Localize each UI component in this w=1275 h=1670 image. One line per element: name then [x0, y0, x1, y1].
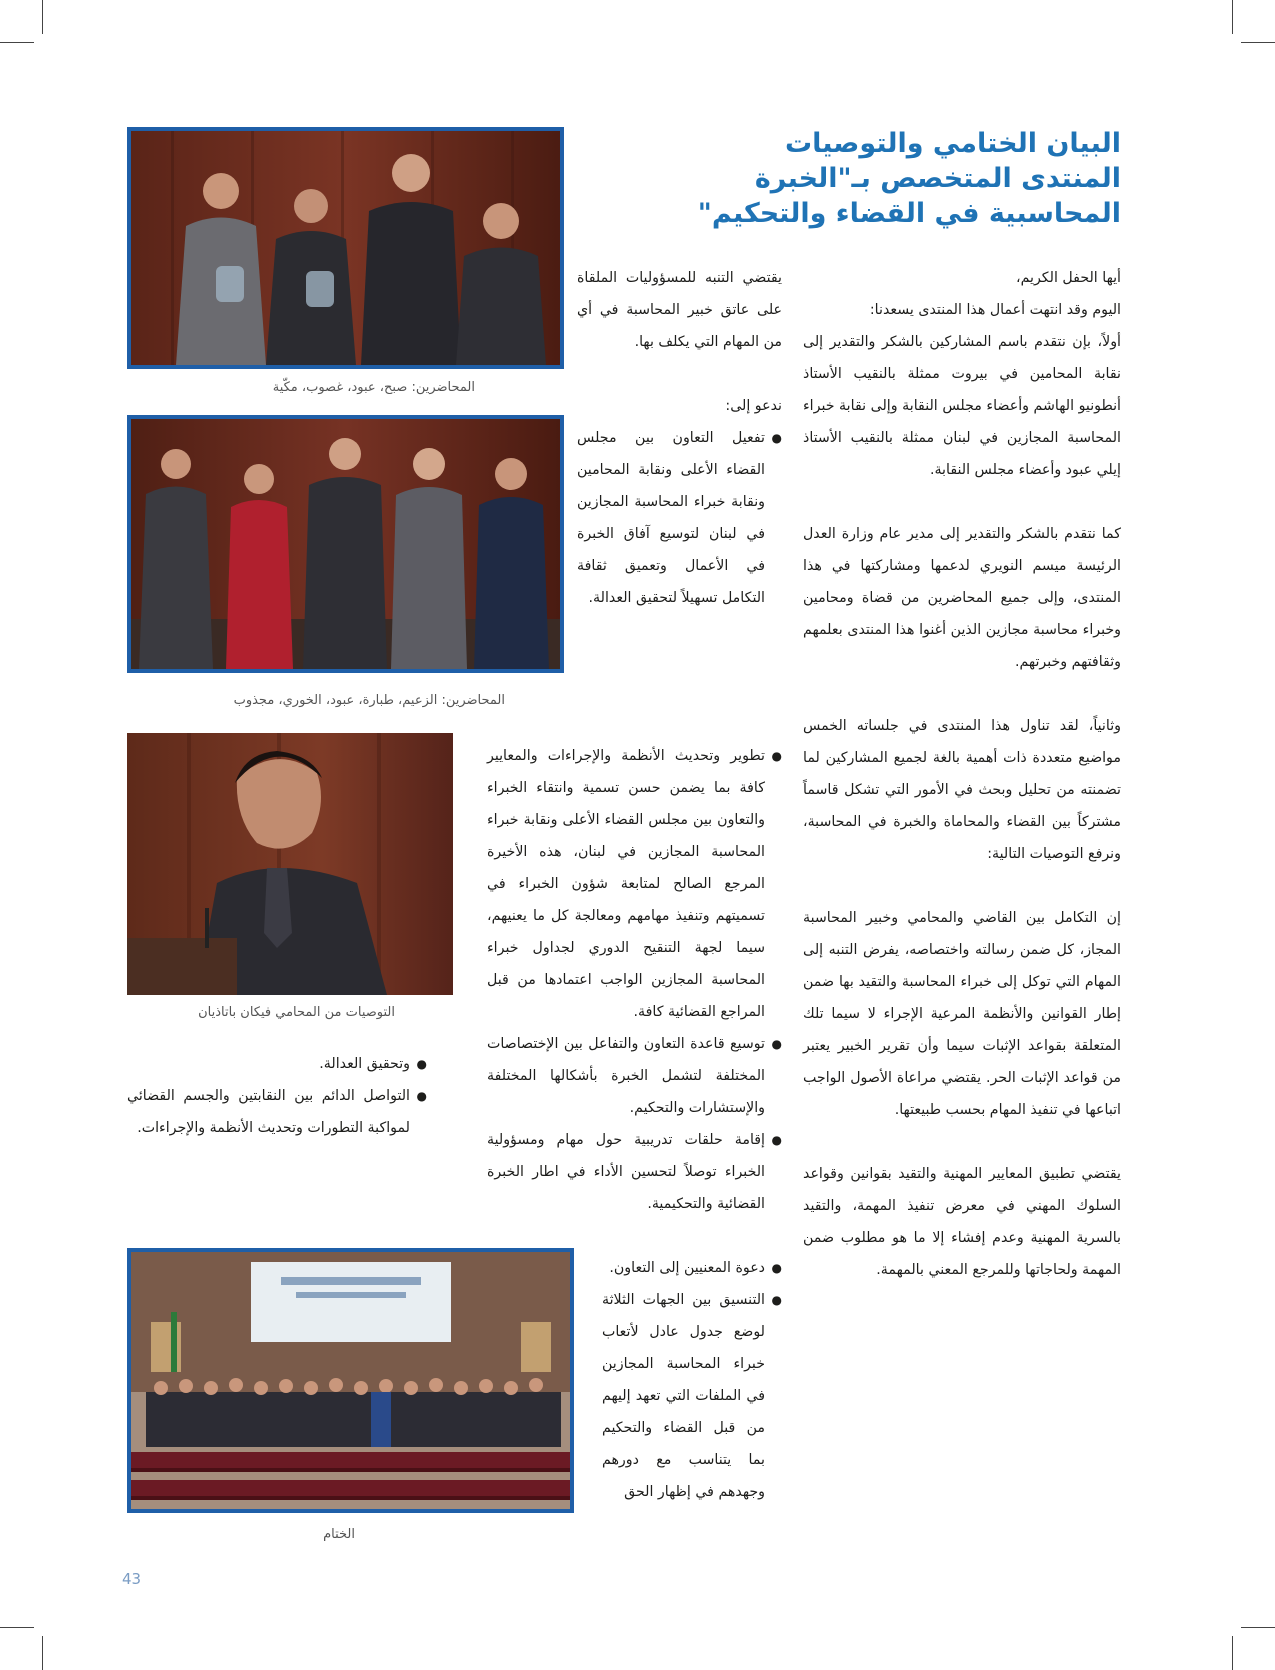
photo-speakers-five [127, 415, 564, 673]
photo-speakers-four [127, 127, 564, 369]
crop-mark [1232, 1636, 1233, 1670]
crop-mark [1241, 1627, 1275, 1628]
list-item: ● تطوير وتحديث الأنظمة والإجراءات والمعايير كافة بما يضمن حسن تسمية وانتقاء الخبراء والتعاون بين مجلس القضاء الأعلى ونقابة خبراء المحاسبة المجازين في لبنان، هذه الأخيرة المرجع الصالح لمتابعة شؤون الخبراء في تسميتهم وتنفيذ مهامهم ومعالجة كل ما يعنيهم، سيما لجهة التنقيح الدوري لجداول خبراء المحاسبة المجازين الواجب اعتمادها من قبل المراجع القضائية كافة. [487, 740, 782, 1028]
speakers-photo-image [131, 419, 560, 669]
group-photo-image [131, 1252, 570, 1509]
crop-mark [0, 1627, 34, 1628]
speakers-photo-image [131, 131, 560, 365]
list-item: ● إقامة حلقات تدريبية حول مهام ومسؤولية الخبراء توصلاً لتحسين الأداء في اطار الخبرة القضائية والتحكيمية. [487, 1124, 782, 1220]
middle-column-top [577, 262, 782, 614]
bullet-list [602, 1252, 782, 1508]
crop-mark [42, 1636, 43, 1670]
list-item: ● دعوة المعنيين إلى التعاون. [602, 1252, 782, 1284]
photo-caption: التوصيات من المحامي فيكان باتاذيان [198, 1005, 395, 1020]
middle-column-bottom [602, 1252, 782, 1508]
paragraph: وثانياً، لقد تناول هذا المنتدى في جلساته الخمس مواضيع متعددة ذات أهمية بالغة لجميع المشاركين لما تضمنته من تحليل وبحث في الأمور التي تشكل قاسماً مشتركاً بين القضاء والمحاماة والخبرة في المحاسبة، ونرفع التوصيات التالية: [803, 718, 1121, 862]
bullet-list [487, 740, 782, 1220]
list-item: ● التنسيق بين الجهات الثلاثة لوضع جدول عادل لأتعاب خبراء المحاسبة المجازين في الملفات التي تعهد إليهم من قبل القضاء والتحكيم بما يتناسب مع دورهم وجهدهم في إظهار الحق [602, 1284, 782, 1508]
list-item: ● تفعيل التعاون بين مجلس القضاء الأعلى ونقابة المحامين ونقابة خبراء المحاسبة المجازين في لبنان لتوسيع آفاق الخبرة في الأعمال وتعميق ثقافة التكامل تسهيلاً لتحقيق العدالة. [577, 422, 782, 614]
call-heading: ندعو إلى: [725, 398, 782, 414]
photo-speaker-podium [127, 733, 453, 995]
photo-caption: المحاضرين: الزعيم، طبارة، عبود، الخوري، مجذوب [233, 693, 505, 708]
photo-caption: المحاضرين: صبح، عبود، غصوب، مكّية [272, 380, 475, 395]
title-line: البيان الختامي والتوصيات [785, 128, 1121, 159]
paragraph: أولاً، بإن نتقدم باسم المشاركين بالشكر والتقدير إلى نقابة المحامين في بيروت ممثلة بالنقيب الأستاذ أنطونيو الهاشم وأعضاء مجلس النقابة وإلى نقابة خبراء المحاسبة المجازين في لبنان ممثلة بالنقيب الأستاذ إيلي عبود وأعضاء مجلس النقابة. [803, 334, 1121, 478]
speaker-photo-image [127, 733, 453, 995]
title-line: المنتدى المتخصص بـ"الخبرة [754, 163, 1121, 194]
list-item: ● وتحقيق العدالة. [127, 1048, 427, 1080]
right-column [803, 262, 1121, 1286]
crop-mark [1241, 42, 1275, 43]
left-column [127, 1048, 427, 1144]
list-item: ● التواصل الدائم بين النقابتين والجسم القضائي لمواكبة التطورات وتحديث الأنظمة والإجراءات. [127, 1080, 427, 1144]
photo-caption: الختام [323, 1527, 355, 1542]
article-title [601, 126, 1121, 231]
crop-mark [0, 42, 34, 43]
paragraph: اليوم وقد انتهت أعمال هذا المنتدى يسعدنا: [869, 302, 1121, 318]
paragraph: أيها الحفل الكريم، [1015, 270, 1121, 286]
crop-mark [42, 0, 43, 34]
photo-closing-group [127, 1248, 574, 1513]
title-line: المحاسبية في القضاء والتحكيم" [697, 198, 1121, 229]
paragraph: إن التكامل بين القاضي والمحامي وخبير المحاسبة المجاز، كل ضمن رسالته واختصاصه، يفرض التنبه إلى المهام التي توكل إلى خبراء المحاسبة والتقيد بها ضمن إطار القوانين والأنظمة المرعية الإجراء لا سيما تلك المتعلقة بقواعد الإثبات سيما وأن تقرير الخبير يعتبر من قواعد الإثبات الحر. يقتضي مراعاة الأصول الواجب اتباعها في تنفيذ المهام بحسب طبيعتها. [803, 910, 1121, 1118]
bullet-list [127, 1048, 427, 1144]
paragraph: كما نتقدم بالشكر والتقدير إلى مدير عام وزارة العدل الرئيسة ميسم النويري لدعمها ومشاركتها في هذا المنتدى، وإلى جميع المحاضرين من قضاة ومحامين وخبراء محاسبة مجازين الذين أغنوا هذا المنتدى بعلمهم وثقافتهم وخبرتهم. [803, 526, 1121, 670]
paragraph: يقتضي التنبه للمسؤوليات الملقاة على عاتق خبير المحاسبة في أي من المهام التي يكلف بها. [577, 270, 782, 350]
bullet-list [577, 422, 782, 614]
paragraph: يقتضي تطبيق المعايير المهنية والتقيد بقوانين وقواعد السلوك المهني في معرض تنفيذ المهمة، والتقيد بالسرية المهنية وعدم إفشاء إلا ما هو مطلوب ضمن المهمة ولحاجاتها وللمرجع المعني بالمهمة. [803, 1166, 1121, 1278]
page-number: 43 [122, 1570, 142, 1588]
middle-column-wide [487, 740, 782, 1220]
list-item: ● توسيع قاعدة التعاون والتفاعل بين الإختصاصات المختلفة لتشمل الخبرة بأشكالها المختلفة والإستشارات والتحكيم. [487, 1028, 782, 1124]
crop-mark [1232, 0, 1233, 34]
